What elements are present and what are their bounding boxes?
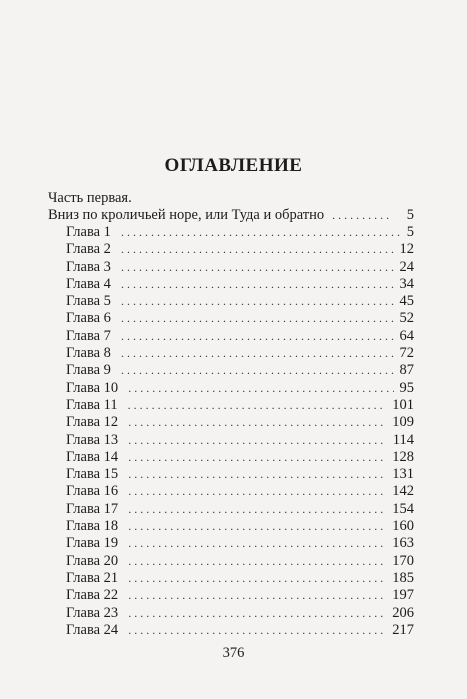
dot-leader — [121, 310, 394, 327]
chapter-label: Глава 18 — [66, 518, 119, 535]
chapter-label: Глава 2 — [66, 241, 111, 258]
toc-entry — [66, 432, 414, 449]
chapter-label: Глава 3 — [66, 258, 111, 275]
toc-entry — [66, 276, 414, 293]
toc-entry — [66, 397, 414, 414]
dot-leader — [128, 501, 386, 518]
dot-leader — [121, 328, 394, 345]
chapter-label: Глава 24 — [66, 621, 119, 638]
toc-entry — [66, 466, 414, 483]
chapter-label: Глава 15 — [66, 466, 119, 483]
chapter-label: Глава 20 — [66, 552, 119, 569]
dot-leader — [128, 397, 387, 414]
chapter-label: Глава 17 — [66, 500, 119, 517]
chapter-label: Глава 7 — [66, 327, 111, 344]
chapter-page-ref: 72 — [399, 345, 414, 362]
dot-leader — [128, 380, 393, 397]
chapter-label: Глава 10 — [66, 379, 119, 396]
toc-entry — [66, 293, 414, 310]
dot-leader — [128, 605, 386, 622]
toc-entry — [66, 224, 414, 241]
toc-entry — [66, 345, 414, 362]
toc-entry — [66, 535, 414, 552]
toc-entry — [66, 328, 414, 345]
chapter-label: Глава 21 — [66, 569, 119, 586]
dot-leader — [128, 432, 387, 449]
chapter-page-ref: 154 — [392, 500, 414, 517]
chapter-page-ref: 45 — [399, 293, 414, 310]
chapter-label: Глава 1 — [66, 224, 111, 240]
dot-leader — [121, 276, 394, 293]
toc-entry — [66, 518, 414, 535]
toc-entry — [66, 553, 414, 570]
dot-leader — [128, 587, 386, 604]
part-heading-entry — [48, 206, 414, 224]
chapter-page-ref: 197 — [392, 587, 414, 604]
chapter-page-ref: 24 — [399, 258, 414, 275]
chapter-page-ref: 131 — [392, 466, 414, 483]
chapter-label: Глава 13 — [66, 431, 119, 448]
chapter-page-ref: 128 — [392, 448, 414, 465]
chapter-page-ref: 34 — [399, 275, 414, 292]
chapter-page-ref: 142 — [392, 483, 414, 500]
dot-leader — [128, 483, 386, 500]
chapter-label: Глава 23 — [66, 604, 119, 621]
toc-entry — [66, 501, 414, 518]
chapter-label: Глава 19 — [66, 535, 119, 552]
page-number: 376 — [222, 645, 245, 661]
toc-entry — [66, 570, 414, 587]
chapter-page-ref: 185 — [392, 569, 414, 586]
dot-leader — [121, 293, 394, 310]
toc-entry — [66, 605, 414, 622]
chapter-page-ref: 206 — [392, 604, 414, 621]
chapter-page-ref: 101 — [392, 396, 414, 413]
toc-entry — [66, 259, 414, 276]
toc-entry — [66, 483, 414, 500]
chapter-label: Глава 11 — [66, 396, 118, 413]
toc-entry — [66, 380, 414, 397]
part-page-ref: 5 — [406, 207, 414, 223]
chapter-label: Глава 4 — [66, 275, 111, 292]
chapter-label: Глава 12 — [66, 414, 119, 431]
chapter-label: Глава 14 — [66, 448, 119, 465]
dot-leader — [121, 345, 394, 362]
chapter-label: Глава 16 — [66, 483, 119, 500]
dot-leader — [121, 224, 401, 241]
toc-entry — [66, 587, 414, 604]
dot-leader — [128, 570, 386, 587]
chapter-label: Глава 5 — [66, 293, 111, 310]
part-label: Часть первая. — [48, 190, 132, 206]
dot-leader — [332, 206, 393, 224]
chapter-label: Глава 9 — [66, 362, 111, 379]
toc-entry — [66, 241, 414, 258]
dot-leader — [121, 362, 394, 379]
chapter-label: Глава 8 — [66, 345, 111, 362]
dot-leader — [128, 518, 386, 535]
part-heading: Вниз по кроличьей норе, или Туда и обратно — [48, 207, 325, 223]
dot-leader — [121, 241, 394, 258]
toc-entry — [66, 362, 414, 379]
toc-entry — [66, 622, 414, 639]
chapter-page-ref: 109 — [392, 414, 414, 431]
toc-entry — [66, 414, 414, 431]
dot-leader — [121, 259, 394, 276]
toc-title: ОГЛАВЛЕНИЕ — [164, 155, 303, 176]
chapter-page-ref: 217 — [392, 621, 414, 638]
chapter-page-ref: 95 — [399, 379, 414, 396]
chapter-page-ref: 5 — [406, 224, 414, 240]
chapter-page-ref: 114 — [392, 431, 414, 448]
chapter-label: Глава 6 — [66, 310, 111, 327]
dot-leader — [128, 449, 386, 466]
dot-leader — [128, 466, 386, 483]
dot-leader — [128, 535, 386, 552]
toc-entry — [66, 449, 414, 466]
chapter-page-ref: 87 — [399, 362, 414, 379]
chapter-page-ref: 163 — [392, 535, 414, 552]
chapter-page-ref: 12 — [399, 241, 414, 258]
chapter-label: Глава 22 — [66, 587, 119, 604]
chapter-page-ref: 52 — [399, 310, 414, 327]
dot-leader — [128, 553, 386, 570]
chapter-list — [66, 224, 414, 639]
chapter-page-ref: 64 — [399, 327, 414, 344]
chapter-page-ref: 160 — [392, 518, 414, 535]
dot-leader — [128, 622, 386, 639]
dot-leader — [128, 414, 386, 431]
toc-entry — [66, 310, 414, 327]
chapter-page-ref: 170 — [392, 552, 414, 569]
